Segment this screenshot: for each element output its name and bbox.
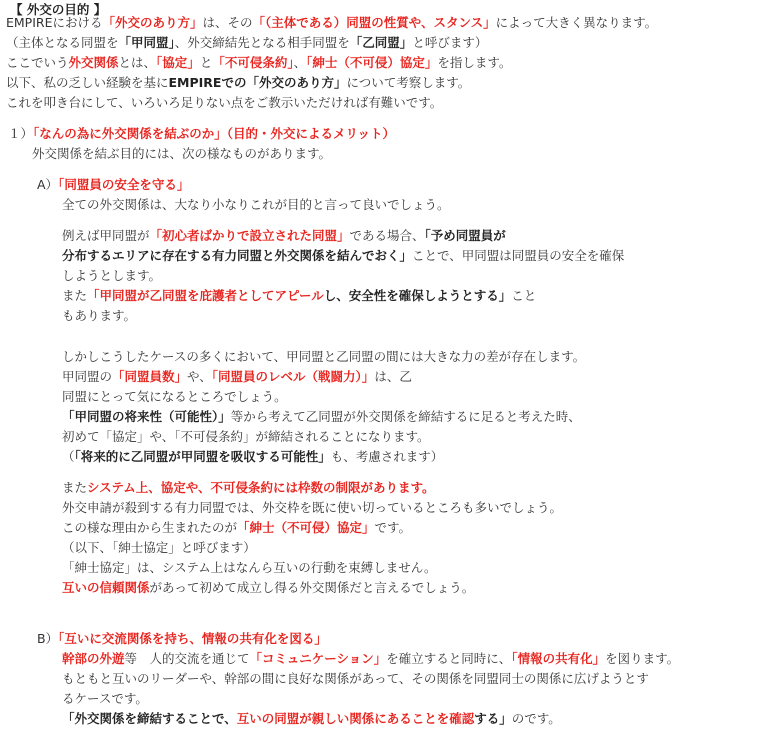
- body-text: と: [199, 55, 213, 70]
- text-line: [62, 538, 256, 558]
- bold-text: 「乙同盟」: [349, 35, 413, 50]
- body-text: も、考慮されます）: [330, 449, 444, 464]
- text-line: [6, 73, 470, 93]
- bold-text: 「外交関係を締結することで、: [62, 711, 237, 726]
- body-text: A）: [37, 177, 59, 192]
- bold-text: 「将来的に乙同盟が甲同盟を吸収する可能性」: [74, 449, 331, 464]
- highlight-text: 「同盟員数」: [112, 369, 188, 384]
- text-line: [62, 578, 474, 598]
- body-text: と呼びます）: [412, 35, 488, 50]
- bold-text: 「甲同盟の将来性（可能性）」: [62, 409, 231, 424]
- highlight-text: 幹部の外遊: [62, 651, 125, 666]
- text-line: [6, 93, 442, 113]
- highlight-text: 「なんの為に外交関係を結ぶのか」（目的・外交によるメリット）: [33, 126, 396, 141]
- text-line: [62, 709, 561, 729]
- body-text: は、その: [202, 15, 253, 30]
- highlight-text: 外交関係: [68, 55, 119, 70]
- body-text: EMPIREにおける: [6, 15, 103, 30]
- text-line: [62, 286, 536, 306]
- body-text: 、: [293, 55, 307, 70]
- body-text: るケースです。: [62, 691, 148, 706]
- highlight-text: 「外交のあり方」: [102, 15, 203, 30]
- text-line: [62, 447, 443, 467]
- body-text: 初めて「協定」や、「不可侵条約」が締結されることになります。: [62, 429, 430, 444]
- text-line: [62, 649, 679, 669]
- body-text: によって大きく異なります。: [495, 15, 658, 30]
- body-text: B）: [37, 631, 59, 646]
- text-line: [6, 53, 511, 73]
- body-text: １）: [8, 126, 34, 141]
- body-text: （以下、「紳士協定」と呼びます）: [62, 540, 256, 555]
- body-text: （主体となる同盟を: [6, 35, 119, 50]
- body-text: もあります。: [62, 308, 137, 323]
- body-text: 「紳士協定」は、システム上はなんら互いの行動を束縛しません。: [62, 560, 437, 575]
- text-line: [6, 33, 487, 53]
- text-line: [62, 407, 581, 427]
- highlight-text: 互いの信頼関係: [62, 580, 150, 595]
- text-line: [32, 144, 331, 164]
- text-line: [62, 558, 437, 578]
- text-line: [62, 306, 136, 326]
- highlight-text: 「不可侵条約」: [212, 55, 294, 70]
- highlight-text: 「同盟員の安全を守る」: [58, 177, 190, 192]
- highlight-text: 「紳士（不可侵）協定」: [237, 520, 375, 535]
- text-line: [62, 367, 412, 387]
- highlight-text: 「（主体である）同盟の性質や、スタンス」: [252, 15, 496, 30]
- text-line: [62, 427, 430, 447]
- text-line: [37, 175, 189, 195]
- highlight-text: 「互いに交流関係を持ち、情報の共有化を図る」: [58, 631, 327, 646]
- highlight-text: 「紳士（不可侵）協定」: [306, 55, 438, 70]
- text-line: [62, 387, 287, 407]
- body-text: について考察します。: [346, 75, 471, 90]
- highlight-text: 互いの同盟が親しい関係にあることを確認: [236, 711, 475, 726]
- body-text: のです。: [511, 711, 561, 726]
- body-text: です。: [374, 520, 412, 535]
- body-text: （: [62, 449, 75, 464]
- body-text: これを叩き台にして、いろいろ足りない点をご教示いただければ有難いです。: [6, 95, 443, 110]
- text-line: [8, 124, 395, 144]
- body-text: 甲同盟の: [62, 369, 113, 384]
- body-text: とは、: [118, 55, 157, 70]
- body-text: ここでいう: [6, 55, 69, 70]
- body-text: があって初めて成立し得る外交関係だと言えるでしょう。: [149, 580, 475, 595]
- bold-text: 「予め同盟員が: [424, 228, 506, 243]
- body-text: 等から考えて乙同盟が外交関係を締結するに足ると考えた時、: [230, 409, 581, 424]
- text-line: [62, 689, 148, 709]
- body-text: を図ります。: [605, 651, 680, 666]
- highlight-text: 「協定」: [156, 55, 200, 70]
- body-text: を指します。: [437, 55, 512, 70]
- body-text: や、: [187, 369, 212, 384]
- bold-text: し、安全性を確保しようとする」: [323, 288, 512, 303]
- highlight-text: 「同盟員のレベル（戦闘力）」: [211, 369, 375, 384]
- body-text: 、外交締結先となる相手同盟を: [174, 35, 350, 50]
- section-title: 【 外交の目的 】: [10, 2, 107, 17]
- text-line: [62, 478, 435, 498]
- text-line: [62, 246, 624, 266]
- body-text: しかしこうしたケースの多くにおいて、甲同盟と乙同盟の間には大きな力の差が存在します。: [62, 349, 586, 364]
- highlight-text: 「初心者ばかりで設立された同盟」: [149, 228, 350, 243]
- text-line: [62, 498, 562, 518]
- body-text: また: [62, 288, 88, 303]
- text-line: [62, 195, 450, 215]
- bold-text: 「甲同盟」: [118, 35, 175, 50]
- body-text: は、乙: [374, 369, 412, 384]
- body-text: この様な理由から生まれたのが: [62, 520, 238, 535]
- text-line: [62, 669, 649, 689]
- text-line: [6, 13, 657, 33]
- highlight-text: システム上、協定や、不可侵条約には枠数の制限があります。: [87, 480, 435, 495]
- body-text: 全ての外交関係は、大なり小なりこれが目的と言って良いでしょう。: [62, 197, 450, 212]
- body-text: 外交申請が殺到する有力同盟では、外交枠を既に使い切っているところも多いでしょう。: [62, 500, 563, 515]
- body-text: 例えば甲同盟が: [62, 228, 150, 243]
- text-line: [37, 629, 327, 649]
- bold-text: 分布するエリアに存在する有力同盟と外交関係を結んでおく」: [62, 248, 413, 263]
- body-text: 外交関係を結ぶ目的には、次の様なものがあります。: [32, 146, 332, 161]
- highlight-text: 「甲同盟が乙同盟を庇護者としてアピール: [87, 288, 324, 303]
- bold-text: する」: [474, 711, 512, 726]
- body-text: 等 人的交流を通じて: [124, 651, 250, 666]
- text-line: [62, 266, 161, 286]
- body-text: 同盟にとって気になるところでしょう。: [62, 389, 287, 404]
- body-text: である場合、: [349, 228, 425, 243]
- body-text: ことで、甲同盟は同盟員の安全を確保: [412, 248, 625, 263]
- text-line: [62, 347, 585, 367]
- text-line: [62, 226, 506, 246]
- highlight-text: 「情報の共有化」: [511, 651, 606, 666]
- body-text: を確立すると同時に、: [386, 651, 512, 666]
- body-text: こと: [511, 288, 537, 303]
- text-line: [62, 518, 411, 538]
- body-text: 以下、私の乏しい経験を基に: [6, 75, 169, 90]
- body-text: また: [62, 480, 88, 495]
- body-text: しようとします。: [62, 268, 162, 283]
- highlight-text: 「コミュニケーション」: [249, 651, 387, 666]
- bold-text: EMPIREでの「外交のあり方」: [168, 75, 347, 90]
- body-text: もともと互いのリーダーや、幹部の間に良好な関係があって、その関係を同盟同士の関係に広げようとす: [62, 671, 649, 686]
